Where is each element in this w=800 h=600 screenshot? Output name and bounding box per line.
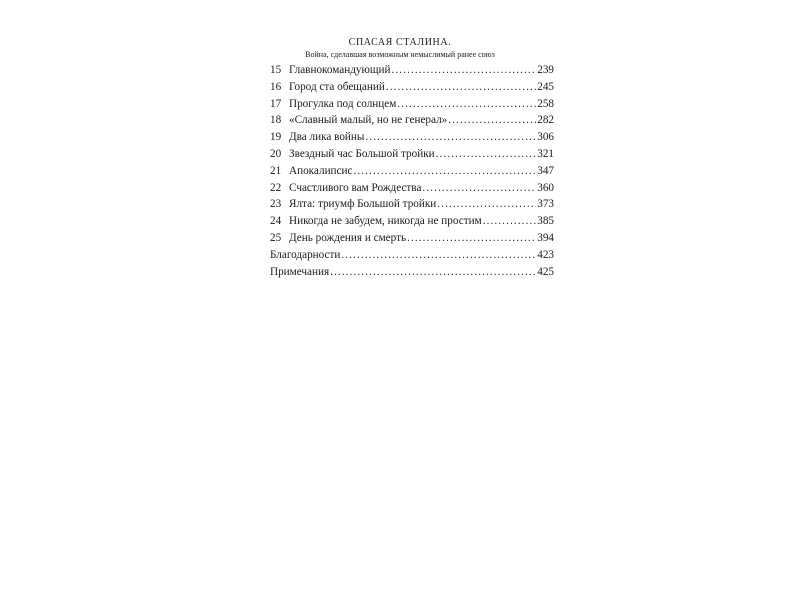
toc-chapter-number: 22	[270, 181, 282, 194]
toc-entry-acknowledgements	[270, 247, 554, 264]
toc-entry	[270, 112, 554, 129]
toc-page-number: 385	[537, 215, 554, 228]
toc-entry	[270, 146, 554, 163]
toc-page-number: 423	[537, 248, 554, 261]
toc-chapter-title: Прогулка под солнцем	[289, 97, 397, 110]
running-head	[272, 37, 528, 61]
toc-leader-dots	[341, 247, 536, 264]
toc-section-title: Примечания	[270, 265, 330, 278]
toc-entry	[270, 180, 554, 197]
toc-chapter-title: «Славный малый, но не генерал»	[289, 114, 448, 127]
toc-chapter-number: 24	[270, 215, 282, 228]
toc-chapter-number: 18	[270, 114, 282, 127]
toc-chapter-number: 21	[270, 164, 282, 177]
book-title: СПАСАЯ СТАЛИНА.	[348, 37, 452, 48]
toc-page-number: 373	[537, 198, 554, 211]
toc-entry-notes	[270, 264, 554, 281]
toc-leader-dots	[437, 196, 536, 213]
book-subtitle: Война, сделавшая возможным немыслимый ранее союз	[305, 50, 495, 59]
toc-page-number: 306	[537, 131, 554, 144]
toc-leader-dots	[448, 112, 536, 129]
toc-chapter-title: Город ста обещаний	[289, 80, 385, 93]
toc-page-number: 347	[537, 164, 554, 177]
toc-page-number: 425	[537, 265, 554, 278]
toc-leader-dots	[391, 62, 536, 79]
toc-leader-dots	[330, 264, 536, 281]
toc-page-number: 321	[537, 147, 554, 160]
toc-leader-dots	[483, 213, 537, 230]
toc-page-number: 394	[537, 231, 554, 244]
toc-entry	[270, 129, 554, 146]
toc-leader-dots	[397, 96, 536, 113]
toc-chapter-title: Два лика войны	[289, 131, 365, 144]
toc-chapter-number: 17	[270, 97, 282, 110]
toc-chapter-title: Никогда не забудем, никогда не простим	[289, 215, 482, 228]
toc-chapter-number: 20	[270, 147, 282, 160]
toc-chapter-number: 15	[270, 64, 282, 76]
toc-chapter-number: 23	[270, 198, 282, 211]
toc-chapter-title: Апокалипсис	[289, 164, 353, 177]
toc-entry	[270, 196, 554, 213]
table-of-contents	[270, 62, 554, 280]
toc-chapter-title: День рождения и смерть	[289, 231, 407, 244]
toc-chapter-number: 19	[270, 131, 282, 144]
toc-page-number: 360	[537, 181, 554, 194]
toc-chapter-title: Главнокомандующий	[289, 64, 391, 76]
toc-leader-dots	[436, 146, 537, 163]
toc-leader-dots	[407, 230, 536, 247]
toc-page-number: 282	[537, 114, 554, 127]
toc-leader-dots	[386, 79, 536, 96]
toc-entry	[270, 163, 554, 180]
toc-chapter-title: Ялта: триумф Большой тройки	[289, 198, 437, 211]
toc-entry	[270, 62, 554, 79]
toc-page-number: 245	[537, 80, 554, 93]
toc-chapter-title: Звездный час Большой тройки	[289, 147, 435, 160]
toc-entry	[270, 96, 554, 113]
toc-leader-dots	[353, 163, 536, 180]
toc-entry	[270, 230, 554, 247]
toc-page-number: 258	[537, 97, 554, 110]
toc-page-number: 239	[537, 64, 554, 76]
toc-chapter-number: 16	[270, 80, 282, 93]
toc-entry	[270, 213, 554, 230]
toc-section-title: Благодарности	[270, 248, 341, 261]
toc-chapter-number: 25	[270, 231, 282, 244]
toc-chapter-title: Счастливого вам Рождества	[289, 181, 422, 194]
toc-leader-dots	[365, 129, 536, 146]
toc-leader-dots	[422, 180, 536, 197]
toc-entry	[270, 79, 554, 96]
